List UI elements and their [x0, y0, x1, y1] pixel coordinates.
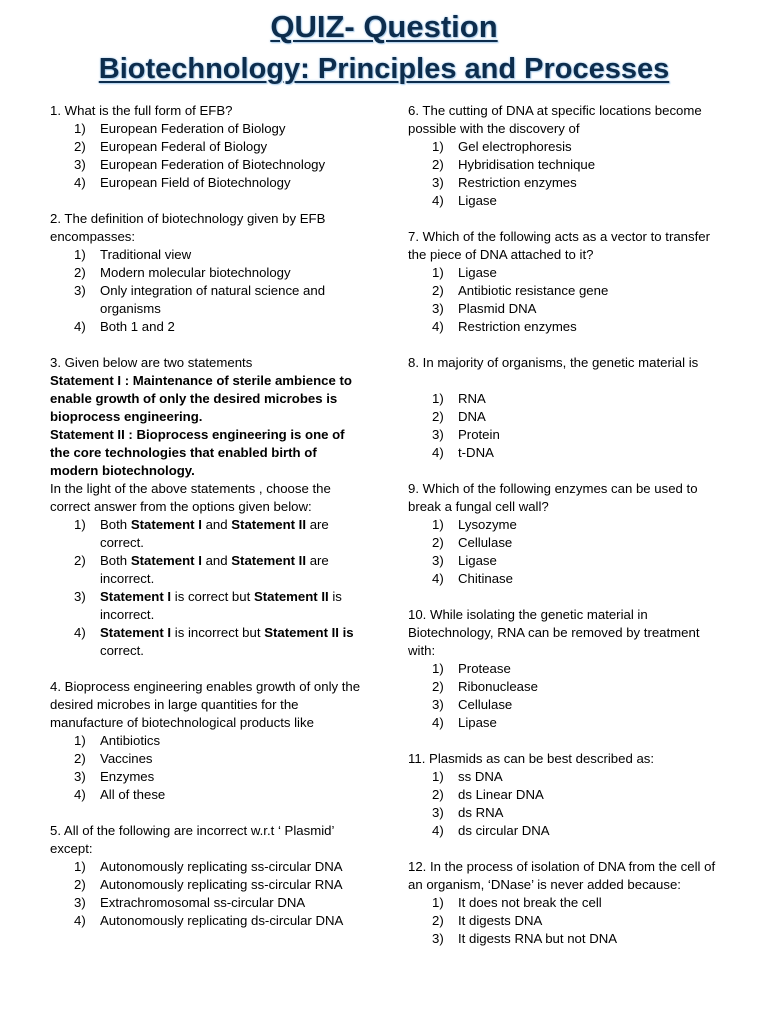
option: [408, 696, 728, 714]
option-number: 1): [432, 517, 444, 532]
option: [408, 678, 728, 696]
option: [408, 930, 728, 948]
option-number: 4): [74, 913, 86, 928]
option-text: European Federation of Biology: [100, 121, 286, 136]
option-text: Enzymes: [100, 769, 155, 784]
option-text: ds circular DNA: [458, 823, 550, 838]
option-text: It does not break the cell: [458, 895, 602, 910]
option-list: [408, 660, 728, 732]
option-number: 1): [432, 895, 444, 910]
question-stem: 7. Which of the following acts as a vector to transfer the piece of DNA attached to it?: [408, 229, 710, 262]
question-stem: 6. The cutting of DNA at specific locations become possible with the discovery of: [408, 103, 702, 136]
option-number: 2): [432, 157, 444, 172]
option: [50, 138, 368, 156]
right-column: [408, 102, 728, 966]
option-number: 2): [74, 877, 86, 892]
option: [408, 390, 728, 408]
option-text: Autonomously replicating ds-circular DNA: [100, 913, 344, 928]
option-text: Extrachromosomal ss-circular DNA: [100, 895, 306, 910]
option-number: 1): [432, 661, 444, 676]
option: [50, 624, 368, 660]
option-number: 1): [74, 517, 86, 532]
option-list: [50, 246, 368, 336]
option-number: 2): [74, 751, 86, 766]
option-text: It digests DNA: [458, 913, 543, 928]
option: [408, 408, 728, 426]
question-5: [50, 822, 368, 930]
option: [50, 552, 368, 588]
option-number: 4): [74, 787, 86, 802]
option-text: It digests RNA but not DNA: [458, 931, 618, 946]
option-number: 4): [74, 175, 86, 190]
option: [50, 912, 368, 930]
option: [50, 516, 368, 552]
question-3: [50, 354, 368, 660]
question-2: [50, 210, 368, 336]
option-list: [408, 138, 728, 210]
option: [408, 318, 728, 336]
option-text: Ligase: [458, 553, 497, 568]
option-text: RNA: [458, 391, 486, 406]
option-number: 3): [432, 553, 444, 568]
option-list: [408, 516, 728, 588]
option-number: 4): [432, 445, 444, 460]
option-number: 3): [432, 805, 444, 820]
option: [50, 264, 368, 282]
option-text: Protein: [458, 427, 500, 442]
option-number: 2): [432, 409, 444, 424]
option-text: European Field of Biotechnology: [100, 175, 291, 190]
option-text: Antibiotics: [100, 733, 161, 748]
question-1: [50, 102, 368, 192]
option-text: Gel electrophoresis: [458, 139, 572, 154]
option-number: 2): [432, 679, 444, 694]
option-text: European Federal of Biology: [100, 139, 268, 154]
statement-one: Statement I : Maintenance of sterile ambience to enable growth of only the desired microbes is bioprocess engineering.: [50, 373, 352, 424]
option-number: 1): [432, 769, 444, 784]
option-number: 4): [432, 319, 444, 334]
option-number: 1): [432, 139, 444, 154]
option: [408, 660, 728, 678]
option-list: [408, 390, 728, 462]
option-number: 3): [74, 283, 86, 298]
option-number: 3): [74, 157, 86, 172]
option-number: 3): [432, 175, 444, 190]
question-11: [408, 750, 728, 840]
option-text: Chitinase: [458, 571, 513, 586]
question-stem: 11. Plasmids as can be best described as:: [408, 751, 655, 766]
option-text: ss DNA: [458, 769, 503, 784]
option-text: DNA: [458, 409, 486, 424]
question-10: [408, 606, 728, 732]
option: [408, 300, 728, 318]
option-number: 4): [432, 715, 444, 730]
option-number: 4): [432, 571, 444, 586]
option-number: 2): [74, 265, 86, 280]
option: [408, 768, 728, 786]
question-stem: 3. Given below are two statements: [50, 355, 253, 370]
option-number: 4): [432, 823, 444, 838]
option-text: Both Statement I and Statement II are correct.: [100, 517, 329, 550]
question-stem: 5. All of the following are incorrect w.r.t ‘ Plasmid’ except:: [50, 823, 334, 856]
option-number: 4): [74, 319, 86, 334]
option: [50, 894, 368, 912]
option: [408, 426, 728, 444]
option-number: 2): [432, 913, 444, 928]
option: [408, 912, 728, 930]
option: [408, 570, 728, 588]
option-number: 2): [432, 787, 444, 802]
option-text: Cellulase: [458, 697, 513, 712]
title-block: [0, 6, 768, 90]
option: [50, 318, 368, 336]
option: [408, 282, 728, 300]
option-text: Ribonuclease: [458, 679, 538, 694]
option-text: Traditional view: [100, 247, 192, 262]
option: [50, 246, 368, 264]
option-number: 2): [432, 535, 444, 550]
question-stem: 1. What is the full form of EFB?: [50, 103, 233, 118]
option-text: Protease: [458, 661, 511, 676]
option-list: [50, 858, 368, 930]
option-number: 1): [74, 121, 86, 136]
option-number: 4): [74, 625, 86, 640]
option-text: t-DNA: [458, 445, 494, 460]
option: [50, 876, 368, 894]
option-number: 3): [432, 301, 444, 316]
option: [408, 714, 728, 732]
option-number: 3): [74, 769, 86, 784]
question-stem: 2. The definition of biotechnology given by EFB encompasses:: [50, 211, 326, 244]
option-number: 1): [432, 265, 444, 280]
option-number: 1): [74, 859, 86, 874]
question-instruction: In the light of the above statements , choose the correct answer from the options given below:: [50, 481, 331, 514]
option-list: [408, 264, 728, 336]
question-8: [408, 354, 728, 462]
question-6: [408, 102, 728, 210]
option: [50, 768, 368, 786]
option-number: 3): [432, 931, 444, 946]
option-text: Modern molecular biotechnology: [100, 265, 291, 280]
question-12: [408, 858, 728, 948]
question-7: [408, 228, 728, 336]
option-text: Vaccines: [100, 751, 153, 766]
option-text: European Federation of Biotechnology: [100, 157, 326, 172]
option-text: All of these: [100, 787, 166, 802]
option: [408, 264, 728, 282]
option-text: ds Linear DNA: [458, 787, 544, 802]
question-stem: 10. While isolating the genetic material in Biotechnology, RNA can be removed by treatment with:: [408, 607, 700, 658]
option-text: Autonomously replicating ss-circular RNA: [100, 877, 343, 892]
statement-two: Statement II : Bioprocess engineering is one of the core technologies that enabled birth of modern biotechnology.: [50, 427, 345, 478]
option: [408, 444, 728, 462]
question-stem: 8. In majority of organisms, the genetic material is: [408, 355, 699, 370]
option: [408, 822, 728, 840]
option: [408, 138, 728, 156]
option-text: Both Statement I and Statement II are incorrect.: [100, 553, 329, 586]
option: [50, 858, 368, 876]
option-text: Both 1 and 2: [100, 319, 175, 334]
option: [408, 192, 728, 210]
question-9: [408, 480, 728, 588]
option-text: ds RNA: [458, 805, 504, 820]
option: [50, 120, 368, 138]
question-4: [50, 678, 368, 804]
option: [408, 894, 728, 912]
option: [408, 552, 728, 570]
option-number: 2): [432, 283, 444, 298]
option: [408, 174, 728, 192]
question-stem: 12. In the process of isolation of DNA from the cell of an organism, ‘DNase’ is never added because:: [408, 859, 716, 892]
option-list: [50, 732, 368, 804]
option-text: Plasmid DNA: [458, 301, 537, 316]
option-list: [408, 894, 728, 948]
option-number: 1): [74, 733, 86, 748]
quiz-subtitle: Biotechnology: Principles and Processes: [98, 53, 670, 85]
option-number: 1): [432, 391, 444, 406]
option-list: [50, 516, 368, 660]
option: [408, 804, 728, 822]
option-number: 4): [432, 193, 444, 208]
option-text: Statement I is incorrect but Statement II is correct.: [100, 625, 354, 658]
option-list: [408, 768, 728, 840]
option: [50, 732, 368, 750]
option: [50, 282, 368, 318]
option-text: Ligase: [458, 193, 497, 208]
option: [408, 516, 728, 534]
option-text: Autonomously replicating ss-circular DNA: [100, 859, 343, 874]
option-number: 3): [74, 589, 86, 604]
question-stem: 4. Bioprocess engineering enables growth of only the desired microbes in large quantities for the manufacture of biotechnological products like: [50, 679, 361, 730]
option-number: 3): [74, 895, 86, 910]
option: [50, 174, 368, 192]
option: [50, 750, 368, 768]
option-text: Statement I is correct but Statement II is incorrect.: [100, 589, 342, 622]
left-column: [50, 102, 368, 948]
option-number: 3): [432, 427, 444, 442]
option-number: 3): [432, 697, 444, 712]
option-text: Restriction enzymes: [458, 175, 577, 190]
option-list: [50, 120, 368, 192]
option-number: 2): [74, 553, 86, 568]
option: [408, 156, 728, 174]
option-text: Lipase: [458, 715, 497, 730]
option-number: 1): [74, 247, 86, 262]
option: [50, 786, 368, 804]
option-text: Lysozyme: [458, 517, 517, 532]
question-stem: 9. Which of the following enzymes can be used to break a fungal cell wall?: [408, 481, 698, 514]
quiz-title: QUIZ- Question: [270, 9, 498, 44]
option-text: Cellulase: [458, 535, 513, 550]
option-text: Antibiotic resistance gene: [458, 283, 609, 298]
option: [50, 156, 368, 174]
option: [408, 786, 728, 804]
option-text: Restriction enzymes: [458, 319, 577, 334]
option: [408, 534, 728, 552]
option-text: Only integration of natural science and organisms: [100, 283, 326, 316]
option: [50, 588, 368, 624]
option-number: 2): [74, 139, 86, 154]
option-text: Hybridisation technique: [458, 157, 596, 172]
option-text: Ligase: [458, 265, 497, 280]
